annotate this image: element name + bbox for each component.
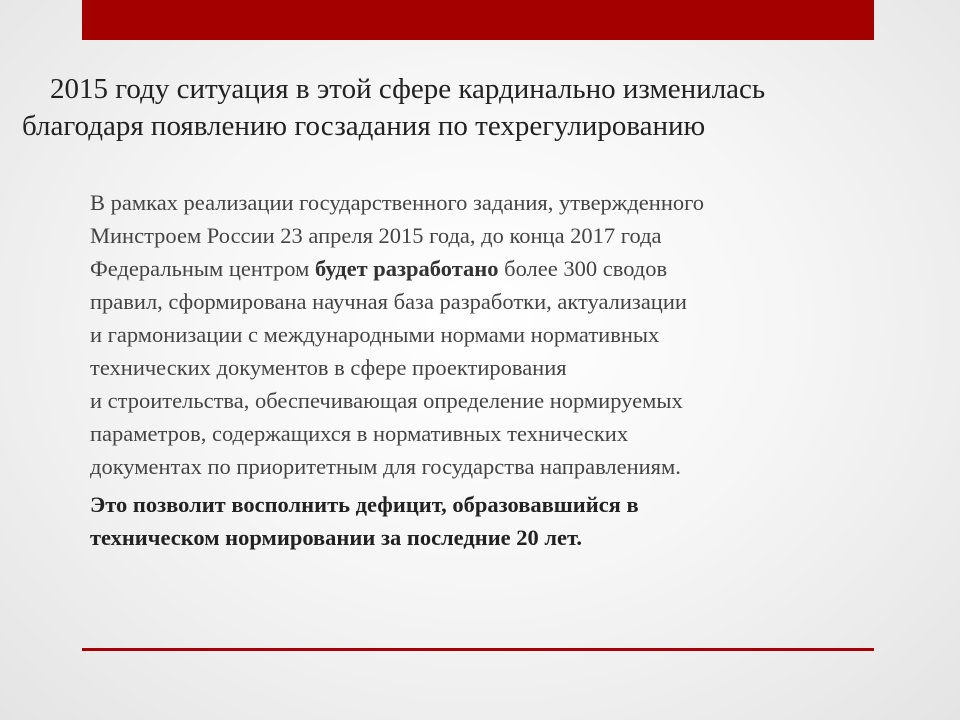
- conclusion-text: [90, 488, 870, 554]
- paragraph-line-2: Минстроем России 23 апреля 2015 года, до конца 2017 года: [90, 223, 662, 248]
- paragraph-line-3-end: более 300 сводов: [498, 256, 668, 281]
- slide-title-line-2: благодаря появлению госзадания по техрегулированию: [22, 110, 706, 142]
- slide-title: [22, 71, 922, 145]
- paragraph-line-3-start: Федеральным центром: [90, 256, 315, 281]
- paragraph-line-6: технических документов в сфере проектирования: [90, 355, 567, 380]
- paragraph-line-1: В рамках реализации государственного задания, утвержденного: [90, 190, 705, 215]
- paragraph-line-9: документах по приоритетным для государства направлениям.: [90, 454, 681, 479]
- paragraph-line-8: параметров, содержащихся в нормативных технических: [90, 421, 629, 446]
- bottom-divider: [82, 648, 874, 651]
- body-paragraph: [90, 186, 870, 483]
- slide-title-line-1: 2015 году ситуация в этой сфере кардинально изменилась: [50, 73, 766, 105]
- top-accent-bar: [82, 0, 874, 40]
- paragraph-line-4: правил, сформирована научная база разработки, актуализации: [90, 289, 687, 314]
- conclusion-line-1: Это позволит восполнить дефицит, образовавшийся в: [90, 492, 639, 517]
- paragraph-line-7: и строительства, обеспечивающая определение нормируемых: [90, 388, 683, 413]
- paragraph-line-5: и гармонизации с международными нормами нормативных: [90, 322, 660, 347]
- conclusion-line-2: техническом нормировании за последние 20 лет.: [90, 525, 583, 550]
- paragraph-line-3: [90, 252, 870, 285]
- emphasis-text: будет разработано: [314, 256, 499, 281]
